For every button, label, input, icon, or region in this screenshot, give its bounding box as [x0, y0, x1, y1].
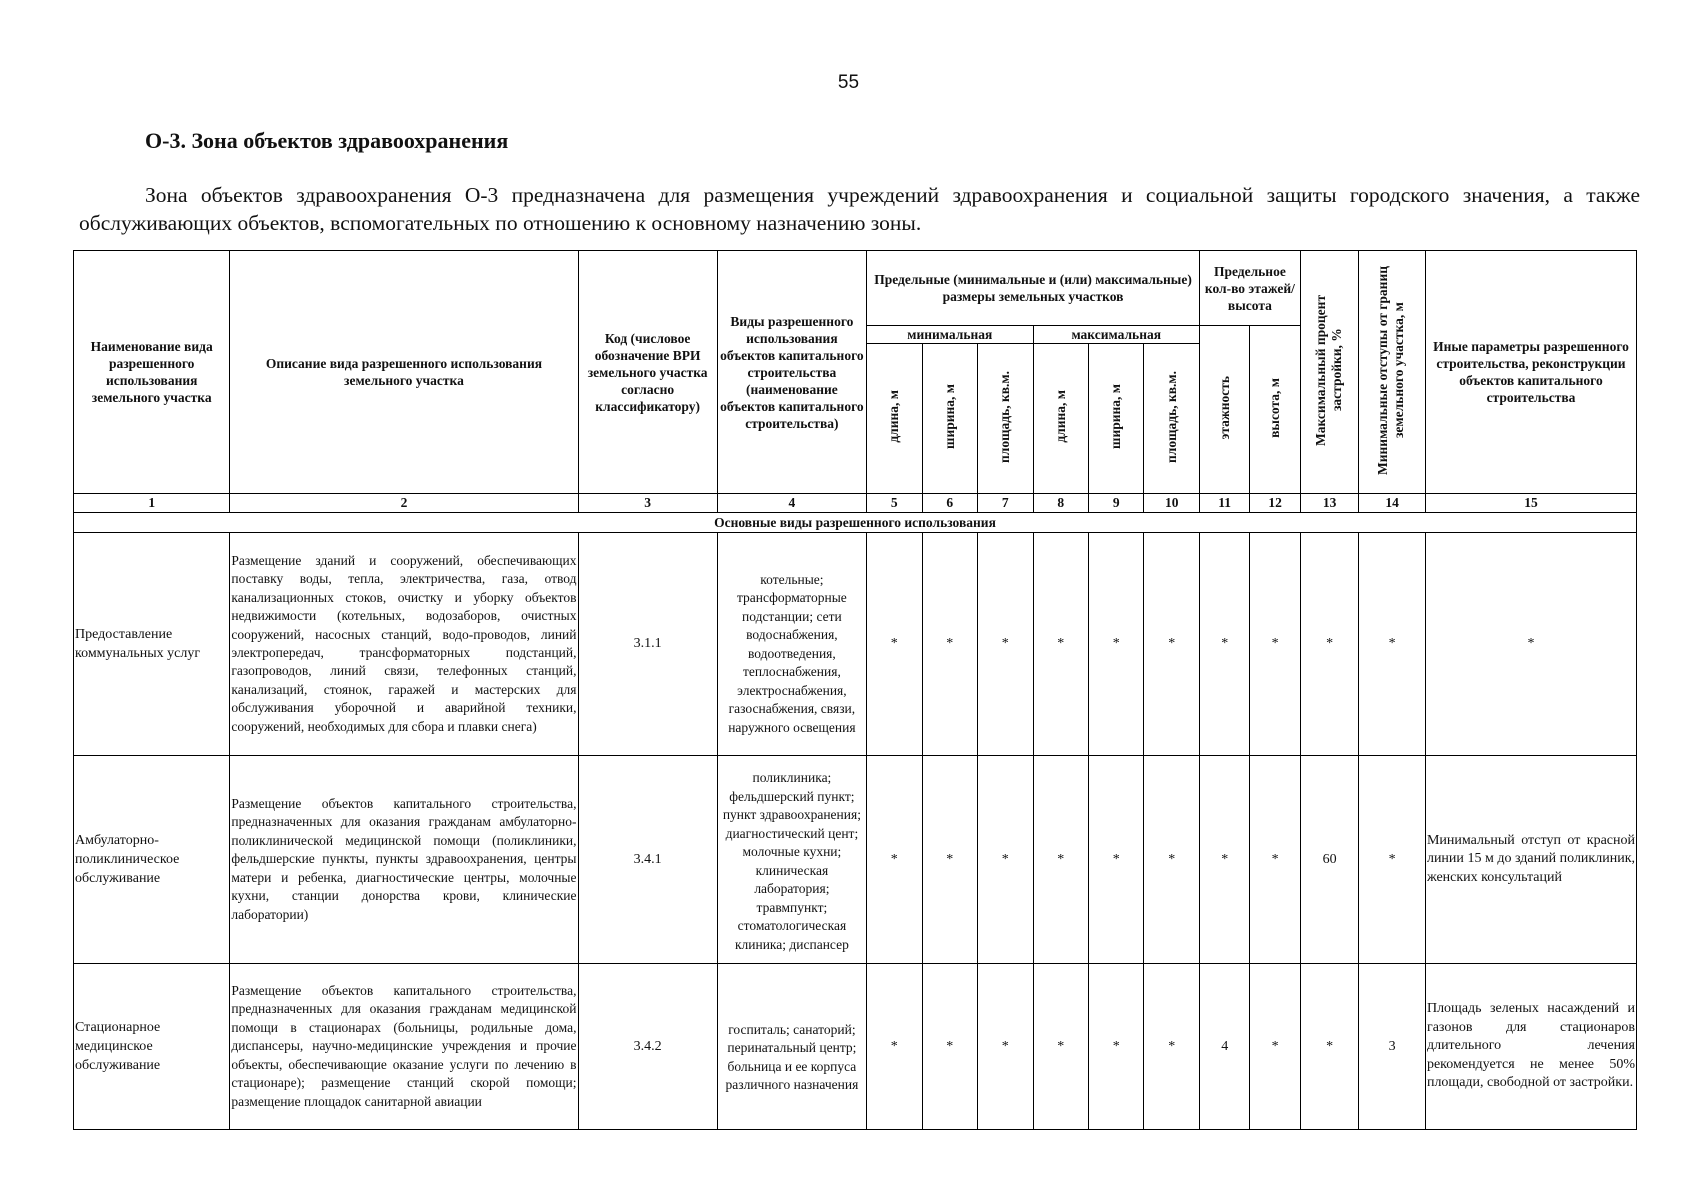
value-cell: * [978, 964, 1033, 1130]
value-cell: * [1033, 533, 1088, 756]
zone-parameters-table [73, 250, 1637, 1130]
header-height: высота, м [1250, 326, 1300, 494]
column-number: 6 [922, 494, 977, 513]
use-name: Предоставление коммунальных услуг [74, 533, 230, 756]
use-code: 3.1.1 [578, 533, 717, 756]
header-min-width: ширина, м [922, 344, 977, 494]
column-number: 3 [578, 494, 717, 513]
use-description: Размещение объектов капитального строительства, предназначенных для оказания гражданам медицинской помощи в стационарах (больницы, родильные дома, диспансеры, научно-медицинские учреждения и прочие объекты, обеспечивающие оказание услуги по лечению в стационаре); размещение станций скорой помощи; размещение площадок санитарной авиации [230, 964, 578, 1130]
header-min: минимальная [867, 326, 1033, 344]
value-cell: * [1144, 964, 1199, 1130]
use-description: Размещение объектов капитального строительства, предназначенных для оказания гражданам амбулаторно-поликлинической медицинской помощи (поликлиники, фельдшерские пункты, пункты здравоохранения, центры матери и ребенка, диагностические центры, молочные кухни, станции донорства крови, клинические лаборатории) [230, 756, 578, 964]
value-cell: * [867, 964, 922, 1130]
other-parameters: * [1425, 533, 1636, 756]
value-cell: * [1359, 756, 1426, 964]
column-number: 7 [978, 494, 1033, 513]
column-number: 10 [1144, 494, 1199, 513]
value-cell: * [867, 756, 922, 964]
page-number: 55 [837, 72, 860, 93]
header-max-width: ширина, м [1089, 344, 1144, 494]
value-cell: 4 [1199, 964, 1249, 1130]
header-max-length: длина, м [1033, 344, 1088, 494]
value-cell: * [867, 533, 922, 756]
use-name: Стационарное медицинское обслуживание [74, 964, 230, 1130]
column-number: 1 [74, 494, 230, 513]
value-cell: * [1033, 964, 1088, 1130]
intro-paragraph: Зона объектов здравоохранения О-3 предназначена для размещения учреждений здравоохранения и социальной защиты городского значения, а также обслуживающих объектов, вспомогательных по отношению к основному назначению зоны. [79, 183, 1640, 235]
header-other: Иные параметры разрешенного строительства, реконструкции объектов капитального строительства [1425, 251, 1636, 494]
use-description: Размещение зданий и сооружений, обеспечивающих поставку воды, тепла, электричества, газа, отвод канализационных стоков, очистку и уборку объектов недвижимости (котельных, водозаборов, очистных сооружений, насосных станций, водо-проводов, линий электропередач, трансформаторных подстанций, газопроводов, линий связи, телефонных станций, канализаций, стоянок, гаражей и мастерских для обслуживания уборочной и аварийной техники, сооружений, необходимых для сбора и плавки снега) [230, 533, 578, 756]
header-min-setback: Минимальные отступы от границ земельного участка, м [1359, 251, 1426, 494]
value-cell: * [1144, 533, 1199, 756]
header-name: Наименование вида разрешенного использования земельного участка [74, 251, 230, 494]
use-name: Амбулаторно-поликлиническое обслуживание [74, 756, 230, 964]
column-number: 2 [230, 494, 578, 513]
column-number: 11 [1199, 494, 1249, 513]
value-cell: * [1089, 964, 1144, 1130]
column-number: 8 [1033, 494, 1088, 513]
column-numbers-row [74, 494, 1637, 513]
header-description: Описание вида разрешенного использования земельного участка [230, 251, 578, 494]
capital-objects: котельные; трансформаторные подстанции; сети водоснабжения, водоотведения, теплоснабжения, электроснабжения, газоснабжения, связи, наружного освещения [717, 533, 866, 756]
value-cell: * [922, 756, 977, 964]
header-min-area: площадь, кв.м. [978, 344, 1033, 494]
header-max-percent: Максимальный процент застройки, % [1300, 251, 1359, 494]
value-cell: * [1250, 964, 1300, 1130]
column-number: 4 [717, 494, 866, 513]
column-number: 15 [1425, 494, 1636, 513]
column-number: 13 [1300, 494, 1359, 513]
value-cell: * [1199, 533, 1249, 756]
use-code: 3.4.2 [578, 964, 717, 1130]
value-cell: * [1300, 533, 1359, 756]
value-cell: * [978, 533, 1033, 756]
value-cell: * [1250, 533, 1300, 756]
value-cell: 3 [1359, 964, 1426, 1130]
column-number: 5 [867, 494, 922, 513]
header-limits: Предельные (минимальные и (или) максимальные) размеры земельных участков [867, 251, 1200, 326]
value-cell: * [1359, 533, 1426, 756]
value-cell: * [1089, 533, 1144, 756]
header-max: максимальная [1033, 326, 1199, 344]
column-number: 9 [1089, 494, 1144, 513]
value-cell: * [978, 756, 1033, 964]
table-row [74, 756, 1637, 964]
value-cell: 60 [1300, 756, 1359, 964]
header-min-length: длина, м [867, 344, 922, 494]
value-cell: * [1300, 964, 1359, 1130]
capital-objects: поликлиника; фельдшерский пункт; пункт здравоохранения; диагностический цент; молочные кухни; клиническая лаборатория; травмпункт; стоматологическая клиника; диспансер [717, 756, 866, 964]
value-cell: * [1250, 756, 1300, 964]
value-cell: * [922, 533, 977, 756]
zone-title: О-3. Зона объектов здравоохранения [145, 128, 509, 153]
value-cell: * [922, 964, 977, 1130]
header-kinds: Виды разрешенного использования объектов капитального строительства (наименование объектов капитального строительства) [717, 251, 866, 494]
header-floors-group: Предельное кол-во этажей/ высота [1199, 251, 1300, 326]
table-row [74, 964, 1637, 1130]
value-cell: * [1089, 756, 1144, 964]
header-code: Код (числовое обозначение ВРИ земельного участка согласно классификатору) [578, 251, 717, 494]
header-floors: этажность [1199, 326, 1249, 494]
column-number: 12 [1250, 494, 1300, 513]
other-parameters: Минимальный отступ от красной линии 15 м до зданий поликлиник, женских консультаций [1425, 756, 1636, 964]
capital-objects: госпиталь; санаторий; перинатальный центр; больница и ее корпуса различного назначения [717, 964, 866, 1130]
section-heading: Основные виды разрешенного использования [74, 513, 1637, 533]
use-code: 3.4.1 [578, 756, 717, 964]
value-cell: * [1033, 756, 1088, 964]
value-cell: * [1144, 756, 1199, 964]
column-number: 14 [1359, 494, 1426, 513]
header-max-area: площадь, кв.м. [1144, 344, 1199, 494]
other-parameters: Площадь зеленых насаждений и газонов для стационаров длительного лечения рекомендуется не менее 50% площади, свободной от застройки. [1425, 964, 1636, 1130]
value-cell: * [1199, 756, 1249, 964]
table-row [74, 533, 1637, 756]
